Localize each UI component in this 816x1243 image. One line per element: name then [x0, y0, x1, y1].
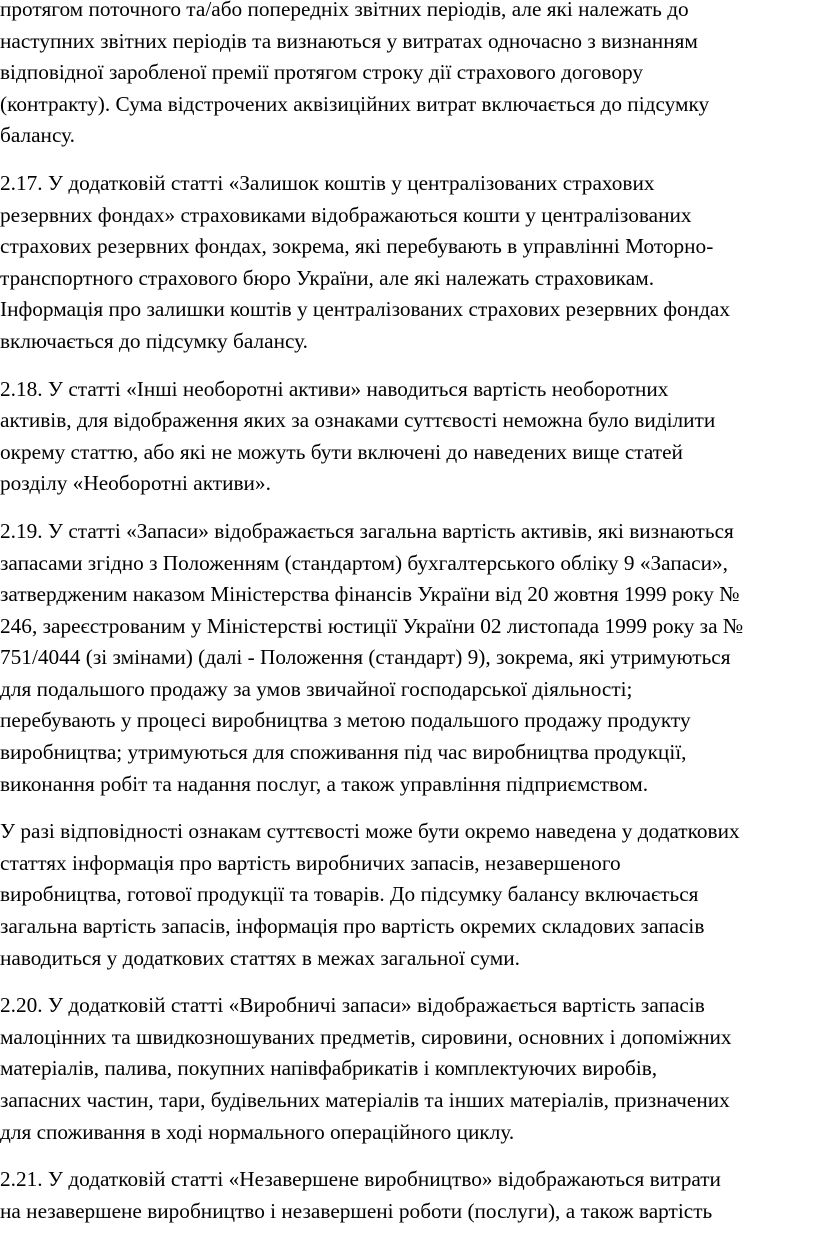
text-line: активів, для відображення яких за ознаками суттєвості неможна було виділити [0, 408, 716, 433]
paragraph-2-21 [0, 1164, 816, 1227]
text-line: матеріалів, палива, покупних напівфабрикатів і комплектуючих виробів, [0, 1056, 658, 1081]
text-line: 246, зареєстрованим у Міністерстві юстиції України 02 листопада 1999 року за № [0, 613, 744, 638]
text-line: загальна вартість запасів, інформація про вартість окремих складових запасів [0, 914, 705, 939]
text-line: запасних частин, тари, будівельних матеріалів та інших матеріалів, призначених [0, 1088, 730, 1112]
text-line: перебувають у процесі виробництва з метою подальшого продажу продукту [0, 708, 691, 733]
text-line: Інформація про залишки коштів у централізованих страхових резервних фондах [0, 297, 731, 322]
text-line: 2.21. У додатковій статті «Незавершене виробництво» відображаються витрати [0, 1167, 721, 1192]
text-line: розділу «Необоротні активи». [0, 471, 271, 496]
text-line: включається до підсумку балансу. [0, 328, 308, 353]
text-line: страхових резервних фондах, зокрема, які перебувають в управлінні Моторно- [0, 234, 714, 259]
text-line: статтях інформація про вартість виробничих запасів, незавершеного [0, 850, 621, 875]
paragraph-2-20 [0, 990, 816, 1148]
text-line: на незавершене виробництво і незавершені роботи (послуги), а також вартість [0, 1198, 713, 1223]
text-line: малоцінних та швидкозношуваних предметів, сировини, основних і допоміжних [0, 1024, 732, 1049]
text-line: виробництва, готової продукції та товарів. До підсумку балансу включається [0, 882, 699, 907]
text-line: (контракту). Сума відстрочених аквізиційних витрат включається до підсумку [0, 91, 710, 116]
text-line: 2.17. У додатковій статті «Залишок коштів у централізованих страхових [0, 170, 655, 195]
text-line: 2.19. У статті «Запаси» відображається загальна вартість активів, які визнаються [0, 518, 734, 543]
text-line: окрему статтю, або які не можуть бути включені до наведених вище статей [0, 439, 683, 464]
text-line: У разі відповідності ознакам суттєвості може бути окремо наведена у додаткових [0, 819, 740, 844]
text-line: 2.18. У статті «Інші необоротні активи» наводиться вартість необоротних [0, 376, 669, 401]
text-line: балансу. [0, 123, 75, 148]
text-line: 2.20. У додатковій статті «Виробничі запаси» відображається вартість запасів [0, 993, 705, 1018]
paragraph-2-18 [0, 374, 816, 500]
text-line: затвердженим наказом Міністерства фінансів України від 20 жовтня 1999 року № [0, 582, 740, 607]
paragraph-2-17 [0, 168, 816, 358]
text-line: виробництва; утримуються для споживання під час виробництва продукції, [0, 740, 687, 765]
text-line: для споживання в ході нормального операційного циклу. [0, 1119, 515, 1144]
text-line: наводиться у додаткових статтях в межах загальної суми. [0, 945, 520, 970]
text-line: виконання робіт та надання послуг, а також управління підприємством. [0, 771, 649, 796]
text-line: запасами згідно з Положенням (стандартом) бухгалтерського обліку 9 «Запаси», [0, 550, 728, 575]
paragraph-deferred-acquisition-costs [0, 0, 816, 152]
paragraph-materiality-disclosure [0, 816, 816, 974]
text-line: резервних фондах» страховиками відображаються кошти у централізованих [0, 202, 692, 227]
text-line: відповідної заробленої премії протягом строку дії страхового договору [0, 60, 643, 85]
text-line: протягом поточного та/або попередніх звітних періодів, але які належать до [0, 0, 689, 21]
paragraph-2-19 [0, 516, 816, 800]
text-line: наступних звітних періодів та визнаються у витратах одночасно з визнанням [0, 28, 698, 53]
text-line: транспортного страхового бюро України, але які належать страховикам. [0, 265, 655, 290]
text-line: для подальшого продажу за умов звичайної господарської діяльності; [0, 676, 633, 701]
text-line: 751/4044 (зі змінами) (далі - Положення (стандарт) 9), зокрема, які утримуються [0, 645, 731, 670]
